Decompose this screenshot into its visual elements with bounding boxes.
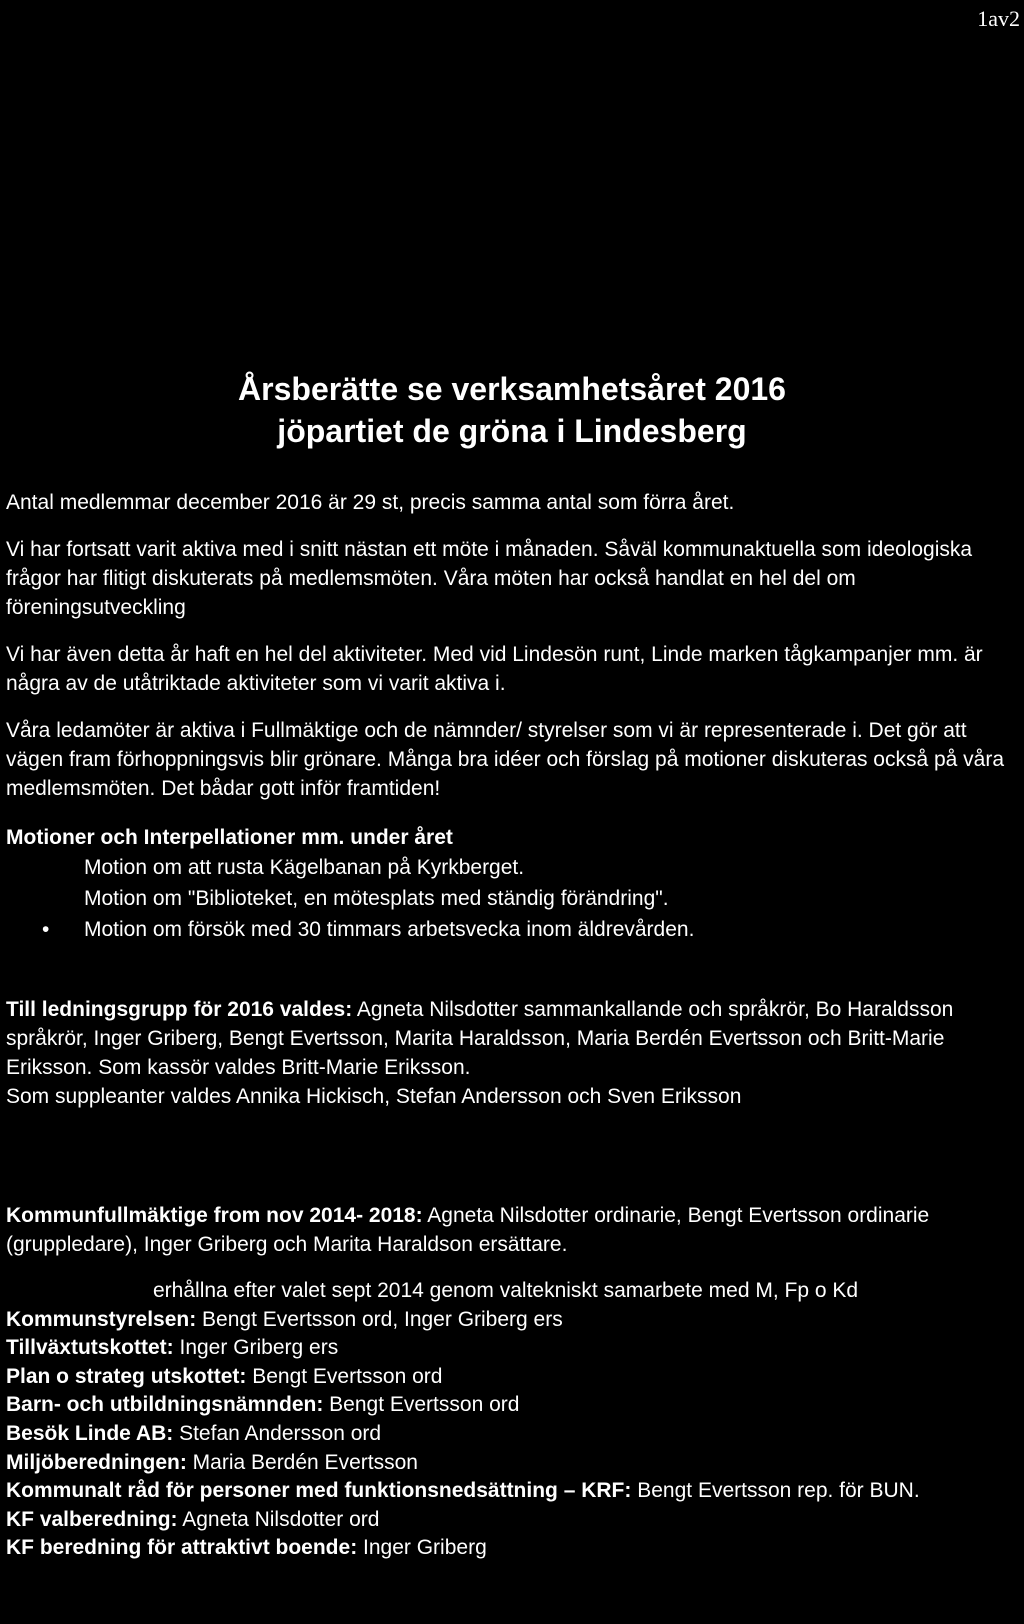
council-label: Kommunfullmäktige from nov 2014- 2018: xyxy=(6,1204,423,1227)
page-number: 1av2 xyxy=(977,6,1020,31)
assignment-text: Bengt Evertsson ord, Inger Griberg ers xyxy=(196,1307,563,1331)
title-line-1: Årsberätte se verksamhetsåret 2016 xyxy=(238,371,786,407)
assignments-intro: erhållna efter valet sept 2014 genom valtekniskt samarbete med M, Fp o Kd xyxy=(153,1279,859,1302)
assignment-line xyxy=(6,1363,1018,1392)
assignment-label: Miljöberedningen: xyxy=(6,1450,187,1474)
assignment-text: Agneta Nilsdotter ord xyxy=(177,1507,380,1531)
assignment-line xyxy=(6,1334,1018,1363)
assignment-text: Bengt Evertsson rep. för BUN. xyxy=(631,1479,920,1503)
motion-text: Motion om att rusta Kägelbanan på Kyrkberget. xyxy=(84,856,525,879)
assignment-line xyxy=(6,1506,1018,1535)
leadership-text: Agneta Nilsdotter sammankallande och språkrör, Bo Haraldsson språkrör, Inger Griberg, Bengt Evertsson, Marita Haraldsson, Maria Berdén Evertsson och Britt-Marie Eriksson. Som kassör valdes Britt-Marie Eriksson. xyxy=(6,998,954,1079)
assignment-line xyxy=(6,1420,1018,1449)
member-count-paragraph: Antal medlemmar december 2016 är 29 st, precis samma antal som förra året. xyxy=(6,491,735,514)
assignment-text: Bengt Evertsson ord xyxy=(246,1364,443,1388)
assignment-text: Inger Griberg xyxy=(357,1536,487,1560)
assignment-line xyxy=(6,1477,1018,1506)
assignment-label: Tillväxtutskottet: xyxy=(6,1336,174,1360)
assignment-line xyxy=(6,1449,1018,1478)
motion-item xyxy=(6,883,1018,914)
leadership-paragraph xyxy=(6,995,1018,1082)
assignment-text: Bengt Evertsson ord xyxy=(323,1393,520,1417)
motions-heading: Motioner och Interpellationer mm. under året xyxy=(6,826,453,849)
assignment-label: Kommunalt råd för personer med funktionsnedsättning – KRF: xyxy=(6,1479,632,1503)
motion-text: Motion om "Biblioteket, en mötesplats med ständig förändring". xyxy=(84,887,669,910)
assignment-text: Maria Berdén Evertsson xyxy=(186,1450,418,1474)
assignment-label: Plan o strateg utskottet: xyxy=(6,1364,247,1388)
document-title xyxy=(0,368,1024,452)
assignment-label: Besök Linde AB: xyxy=(6,1421,174,1445)
document-body xyxy=(6,488,1018,1563)
assignment-line xyxy=(6,1306,1018,1335)
assignment-line xyxy=(6,1534,1018,1563)
motion-item xyxy=(6,852,1018,883)
council-text: Agneta Nilsdotter ordinarie, Bengt Evertsson ordinarie (gruppledare), Inger Griberg och Marita Haraldson ersättare. xyxy=(6,1204,930,1256)
assignment-label: KF beredning för attraktivt boende: xyxy=(6,1536,358,1560)
assignment-line xyxy=(6,1391,1018,1420)
assignment-text: Inger Griberg ers xyxy=(173,1336,339,1360)
substitutes-line: Som suppleanter valdes Annika Hickisch, Stefan Andersson och Sven Eriksson xyxy=(6,1085,742,1108)
representatives-paragraph: Våra ledamöter är aktiva i Fullmäktige och de nämnder/ styrelser som vi är representerade i. Det gör att vägen fram förhoppningsvis blir grönare. Många bra idéer och förslag på motioner diskuteras också på våra medlemsmöten. Det bådar gott inför framtiden! xyxy=(6,719,1005,800)
council-paragraph xyxy=(6,1201,1018,1259)
meetings-paragraph: Vi har fortsatt varit aktiva med i snitt nästan ett möte i månaden. Såväl kommunaktuella som ideologiska frågor har flitigt diskuterats på medlemsmöten. Våra möten har också handlat en hel del om föreningsutveckling xyxy=(6,538,973,619)
motion-text: Motion om försök med 30 timmars arbetsvecka inom äldrevården. xyxy=(84,918,695,941)
bullet-icon: • xyxy=(42,918,50,941)
assignment-label: Barn- och utbildningsnämnden: xyxy=(6,1393,324,1417)
assignment-text: Stefan Andersson ord xyxy=(173,1421,382,1445)
motions-list xyxy=(6,852,1018,945)
activities-paragraph: Vi har även detta år haft en hel del aktiviteter. Med vid Lindesön runt, Linde marken tågkampanjer mm. är några av de utåtriktade aktiviteter som vi varit aktiva i. xyxy=(6,643,983,695)
assignment-label: KF valberedning: xyxy=(6,1507,178,1531)
motion-item xyxy=(6,914,1018,945)
leadership-label: Till ledningsgrupp för 2016 valdes: xyxy=(6,998,353,1021)
assignment-label: Kommunstyrelsen: xyxy=(6,1307,197,1331)
title-line-2: jöpartiet de gröna i Lindesberg xyxy=(277,413,747,449)
